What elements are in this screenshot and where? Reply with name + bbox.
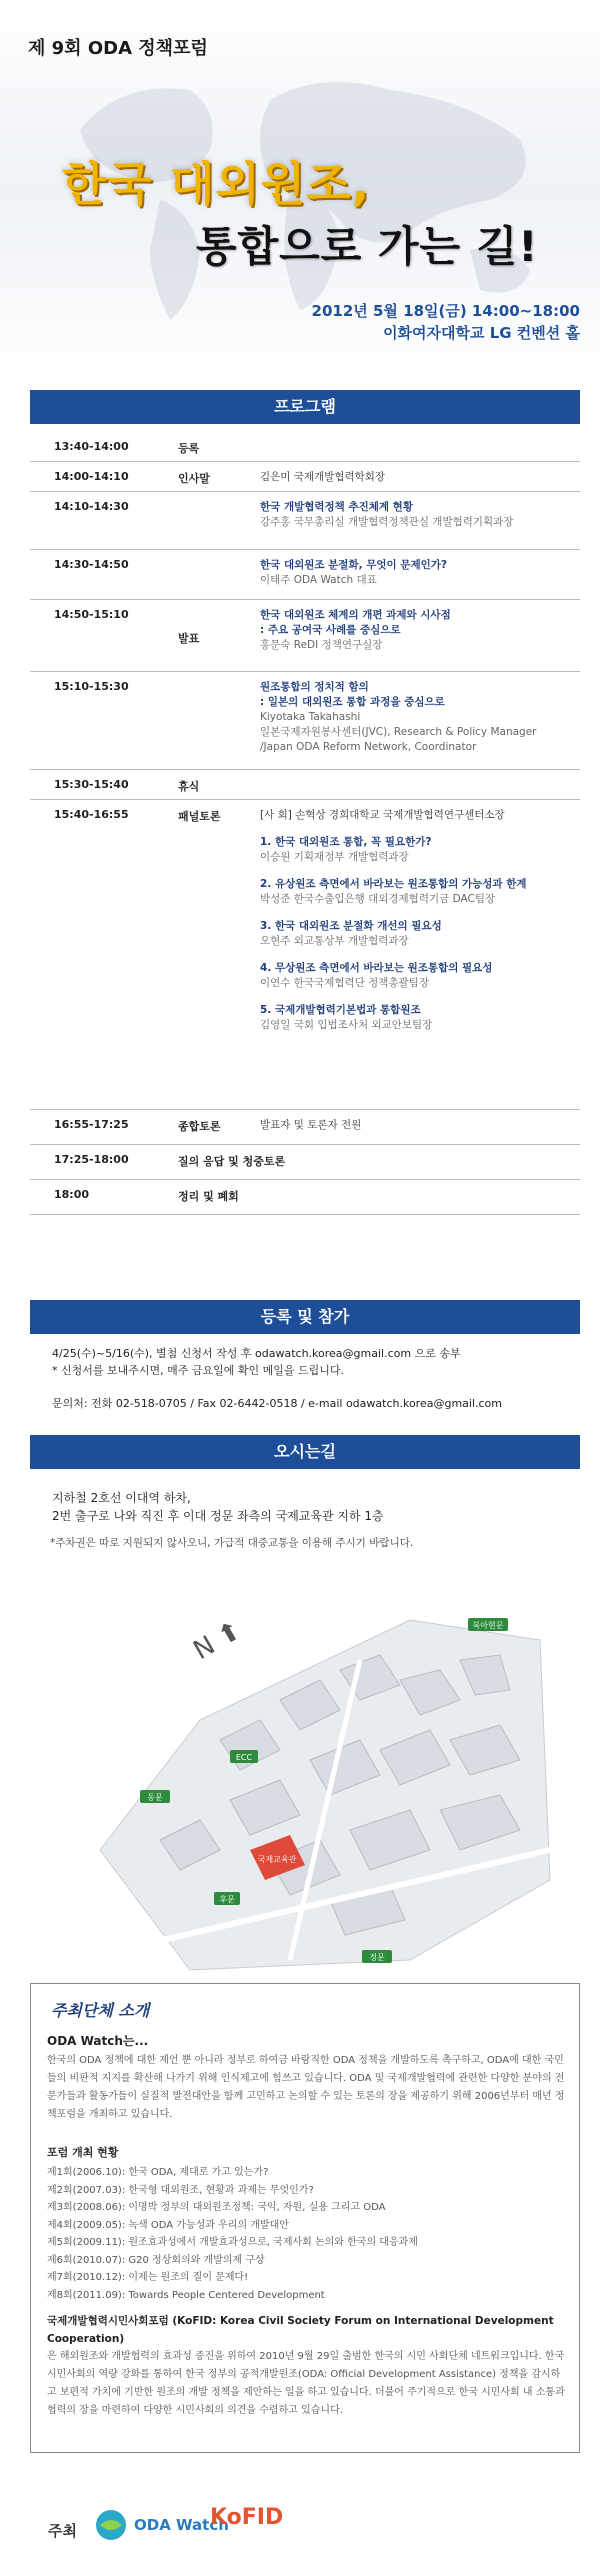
forum-label: 제 9회 ODA 정책포럼	[28, 38, 208, 59]
program-heading: 프로그램	[30, 390, 580, 424]
schedule-time: 15:40-16:55	[54, 808, 129, 821]
schedule-time: 18:00	[54, 1188, 90, 1201]
schedule-row	[30, 600, 580, 672]
schedule-row	[30, 770, 580, 800]
panel-item	[260, 1003, 580, 1033]
panel-speaker: 이승원 기획재정부 개발협력과장	[260, 851, 409, 863]
schedule-time: 15:30-15:40	[54, 778, 129, 791]
schedule-category: 인사말	[178, 472, 210, 485]
schedule-line: 한국 개발협력정책 추진체계 현황	[260, 501, 413, 513]
contact-info: 문의처: 전화 02-518-0705 / Fax 02-6442-0518 / e-mail odawatch.korea@gmail.com	[52, 1397, 502, 1410]
schedule-line: 강주홍 국무총리실 개발협력정책관실 개발협력기획과장	[260, 516, 514, 528]
panel-topic: 1. 한국 대외원조 통합, 꼭 필요한가?	[260, 836, 432, 848]
schedule-row	[30, 462, 580, 492]
history-item: 제7회(2010.12): 이제는 원조의 질이 문제다!	[47, 2272, 249, 2283]
schedule-row	[30, 1180, 580, 1215]
kofid-description: 은 해외원조와 개발협력의 효과성 증진을 위하여 2010년 9월 29일 출범한 한국의 시민 사회단체 네트워크입니다. 한국 시민사회의 역량 강화를 통하여 한국 정부의 공적개발원조(ODA: Official Development Assistance) 정책을 감시하고 보편적 가치에 기반한 원조의 개발 정책을 제안하는 일을 하고 있습니다. 더불어 주기적으로 한국 시민사회 내 소통과 협력의 장을 마련하여 다양한 시민사회의 의견을 수렴하고 있습니다.	[47, 2351, 565, 2416]
main-title-line1: 한국 대외원조,	[62, 157, 371, 211]
organizer-label: 주최	[48, 2522, 77, 2540]
schedule-category: 발표	[178, 632, 200, 645]
forum-history-list	[47, 2164, 418, 2304]
panel-item	[260, 961, 580, 991]
campus-map	[80, 1600, 560, 1980]
schedule-row	[30, 800, 580, 1110]
parking-note: *주차권은 따로 지원되지 않사오니, 가급적 대중교통을 이용해 주시기 바랍니다.	[50, 1537, 414, 1549]
schedule-line: : 주요 공여국 사례를 중심으로	[260, 624, 401, 636]
history-item: 제2회(2007.03): 한국형 대외원조, 현황과 과제는 무엇인가?	[47, 2184, 314, 2196]
schedule-category: 등록	[178, 442, 200, 455]
panel-item	[260, 919, 580, 949]
directions-line1: 지하철 2호선 이대역 하차,	[52, 1491, 191, 1505]
schedule-line: 김은미 국제개발협력학회장	[260, 471, 386, 483]
map-label-main-gate: 정문	[369, 1953, 385, 1962]
schedule-category: 휴식	[178, 780, 200, 793]
event-date-venue	[312, 300, 580, 344]
panel-speaker: 이연수 한국국제협력단 정책총괄팀장	[260, 977, 429, 989]
history-item: 제6회(2010.07): G20 정상회의와 개발의제 구상	[47, 2254, 265, 2266]
history-item: 제8회(2011.09): Towards People Centered Development	[47, 2289, 325, 2301]
schedule-line: : 일본의 대외원조 통합 과정을 중심으로	[260, 696, 445, 708]
map-label-back-gate: 후문	[219, 1895, 235, 1904]
odawatch-logo-text: ODA Watch	[134, 2516, 229, 2534]
north-arrow-icon: N ⬆	[188, 1615, 247, 1667]
schedule-description	[260, 1118, 580, 1133]
odawatch-logo	[94, 2508, 229, 2542]
registration-heading: 등록 및 참가	[30, 1300, 580, 1334]
schedule-description	[260, 558, 580, 588]
schedule-category: 질의 응답 및 청중토론	[178, 1155, 286, 1168]
registration-line1: 4/25(수)~5/16(수), 별첨 신청서 작성 후 odawatch.korea@gmail.com 으로 송부	[52, 1347, 461, 1360]
schedule-line: 발표자 및 토론자 전원	[260, 1119, 362, 1131]
schedule-category: 정리 및 폐회	[178, 1190, 239, 1203]
schedule-line: 일본국제자원봉사센터(JVC), Research & Policy Manager	[260, 726, 537, 738]
main-title-line2: 통합으로 가는 길!	[196, 222, 539, 271]
kofid-logo	[210, 2505, 284, 2545]
directions-heading: 오시는길	[30, 1435, 580, 1469]
registration-note: * 신청서를 보내주시면, 매주 금요일에 확인 메일을 드립니다.	[52, 1364, 344, 1377]
about-title: 주최단체 소개	[51, 2001, 150, 2020]
event-date: 2012년 5월 18일(금) 14:00~18:00	[311, 302, 580, 320]
panel-topic: 5. 국제개발협력기본법과 통합원조	[260, 1004, 421, 1016]
schedule-row	[30, 672, 580, 770]
history-item: 제3회(2008.06): 이명박 정부의 대외원조정책: 국익, 자원, 실용 그리고 ODA	[47, 2202, 386, 2213]
schedule-description	[260, 500, 580, 530]
schedule-category: 종합토론	[178, 1120, 221, 1133]
schedule-line: 한국 대외원조 분절화, 무엇이 문제인가?	[260, 559, 447, 571]
map-label-intl-center: 국제교육관	[257, 1855, 297, 1864]
schedule-row	[30, 432, 580, 462]
map-label-east-gate: 동문	[147, 1793, 163, 1802]
schedule-time: 14:30-14:50	[54, 558, 129, 571]
schedule-description	[260, 608, 580, 653]
schedule-description	[260, 470, 580, 485]
schedule-line: [사 회] 손혁상 경희대학교 국제개발협력연구센터소장	[260, 809, 505, 821]
schedule-row	[30, 1145, 580, 1180]
panel-speaker: 김영일 국회 입법조사처 외교안보팀장	[260, 1019, 433, 1031]
map-label-ecc: ECC	[235, 1753, 253, 1762]
schedule-line: /Japan ODA Reform Network, Coordinator	[260, 741, 477, 753]
schedule-time: 17:25-18:00	[54, 1153, 129, 1166]
schedule-description	[260, 680, 580, 755]
schedule-time: 15:10-15:30	[54, 680, 129, 693]
panel-item	[260, 877, 580, 907]
odawatch-heading: ODA Watch는...	[47, 2034, 149, 2048]
odawatch-globe-icon	[94, 2508, 128, 2542]
directions-line2: 2번 출구로 나와 직진 후 이대 정문 좌측의 국제교육관 지하 1층	[52, 1509, 384, 1523]
history-item: 제4회(2009.05): 녹색 ODA 가능성과 우리의 개발대안	[47, 2219, 289, 2231]
schedule-line: 원조통합의 정치적 함의	[260, 681, 369, 693]
event-venue: 이화여자대학교 LG 컨벤션 홀	[383, 324, 580, 342]
kofid-logo-text: KoFID	[210, 2505, 284, 2530]
schedule-time: 16:55-17:25	[54, 1118, 129, 1131]
history-heading: 포럼 개최 현황	[47, 2146, 119, 2159]
kofid-heading: 국제개발협력시민사회포럼 (KoFID: Korea Civil Society Forum on International Development Cooperation)	[47, 2315, 554, 2345]
panel-topic: 2. 유상원조 측면에서 바라보는 원조통합의 가능성과 한계	[260, 878, 527, 890]
schedule-time: 13:40-14:00	[54, 440, 129, 453]
schedule-row	[30, 550, 580, 600]
panel-speaker: 박성준 한국수출입은행 대외경제협력기금 DAC팀장	[260, 893, 496, 905]
schedule-row	[30, 492, 580, 550]
schedule-time: 14:50-15:10	[54, 608, 129, 621]
map-label-north-gate: 북아현문	[472, 1621, 504, 1630]
schedule-description	[260, 808, 580, 1033]
panel-item	[260, 835, 580, 865]
schedule-category: 패널토론	[178, 810, 221, 823]
schedule-line: 이태주 ODA Watch 대표	[260, 574, 377, 586]
schedule-time: 14:10-14:30	[54, 500, 129, 513]
schedule-line: 한국 대외원조 체계의 개편 과제와 시사점	[260, 609, 451, 621]
schedule-row	[30, 1110, 580, 1145]
odawatch-description: 한국의 ODA 정책에 대한 제언 뿐 아니라 정부로 하여금 바람직한 ODA 정책을 개발하도록 촉구하고, ODA에 대한 국민들의 비판적 지지를 확산해 나가기 위해 인식제고에 힘쓰고 있습니다. ODA 및 국제개발협력에 관련한 다양한 분야의 전문가들과 활동가들이 실질적 발전대안을 함께 고민하고 논의할 수 있는 토론의 장을 제공하기 위해 2006년부터 매년 정책포럼을 개최하고 있습니다.	[47, 2055, 565, 2120]
history-item: 제1회(2006.10): 한국 ODA, 제대로 가고 있는가?	[47, 2167, 269, 2178]
panel-topic: 4. 무상원조 측면에서 바라보는 원조통합의 필요성	[260, 962, 493, 974]
history-item: 제5회(2009.11): 원조효과성에서 개발효과성으로, 국제사회 논의와 한국의 대응과제	[47, 2237, 418, 2248]
schedule-line: Kiyotaka Takahashi	[260, 711, 361, 723]
panel-speaker: 오현주 외교통상부 개발협력과장	[260, 935, 409, 947]
panel-topic: 3. 한국 대외원조 분절화 개선의 필요성	[260, 920, 442, 932]
organizer-info-box	[30, 1983, 580, 2453]
schedule-line: 홍문숙 ReDI 정책연구실장	[260, 639, 383, 651]
schedule-time: 14:00-14:10	[54, 470, 129, 483]
